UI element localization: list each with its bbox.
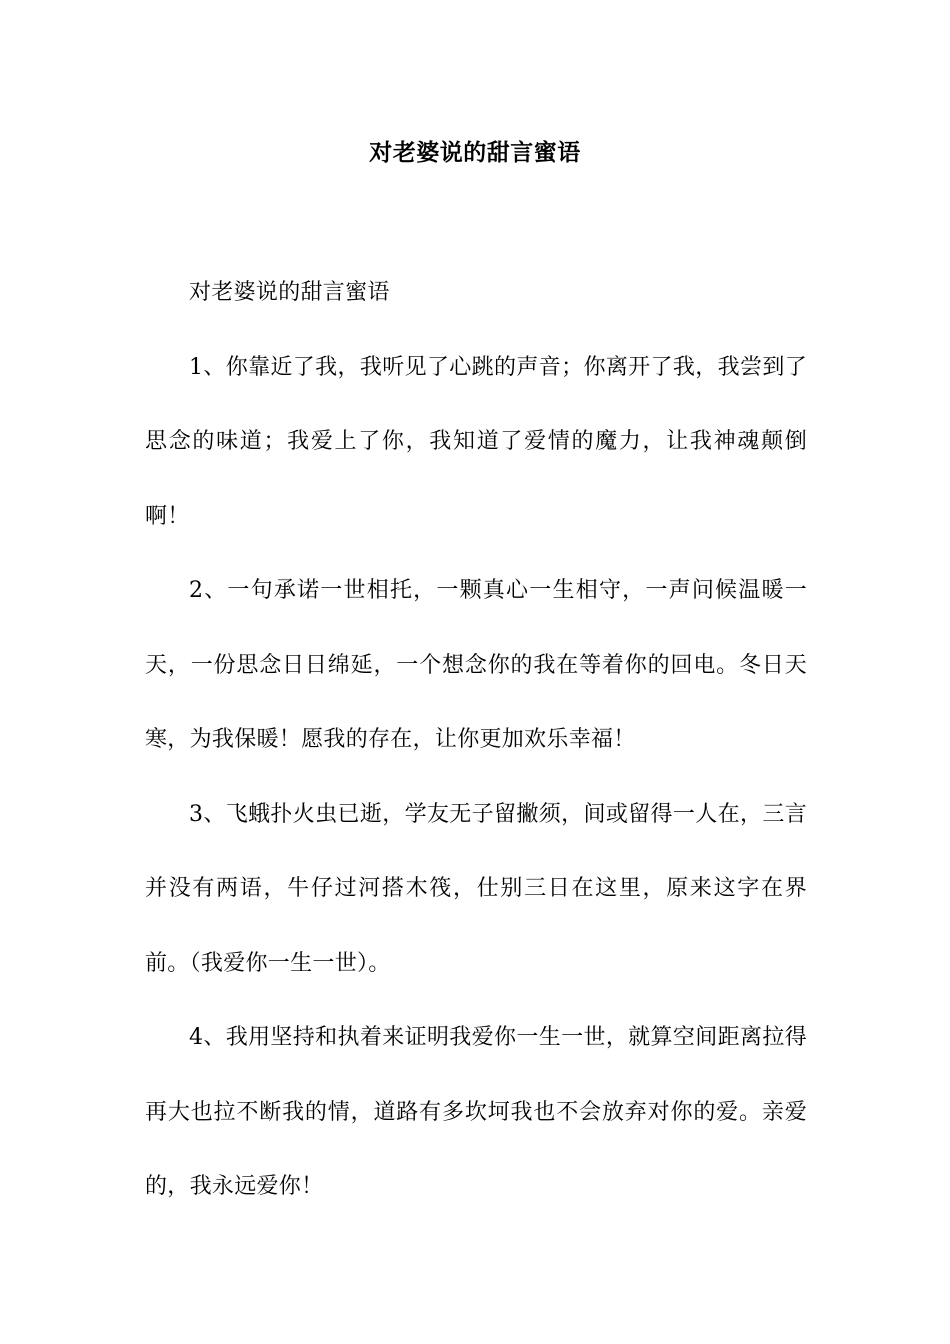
paragraph-subtitle: 对老婆说的甜言蜜语 — [189, 280, 390, 305]
paragraph-4: 4、我用坚持和执着来证明我爱你一生一世，就算空间距离拉得再大也拉不断我的情，道路有多坎坷我也不会放弃对你的爱。亲爱的，我永远爱你！ — [145, 1025, 807, 1199]
paragraph-2: 2、一句承诺一世相托，一颗真心一生相守，一声问候温暖一天，一份思念日日绵延，一个想念你的我在等着你的回电。冬日天寒，为我保暖！愿我的存在，让你更加欢乐幸福！ — [145, 578, 807, 752]
paragraph-1: 1、你靠近了我，我听见了心跳的声音；你离开了我，我尝到了思念的味道；我爱上了你，我知道了爱情的魔力，让我神魂颠倒啊！ — [145, 354, 807, 529]
document-body — [145, 256, 807, 1225]
document-title: 对老婆说的甜言蜜语 — [369, 139, 581, 166]
paragraph-3: 3、飞蛾扑火虫已逝，学友无子留撇须，间或留得一人在，三言并没有两语，牛仔过河搭木筏，仕别三日在这里，原来这字在界前。（我爱你一生一世）。 — [145, 801, 807, 976]
